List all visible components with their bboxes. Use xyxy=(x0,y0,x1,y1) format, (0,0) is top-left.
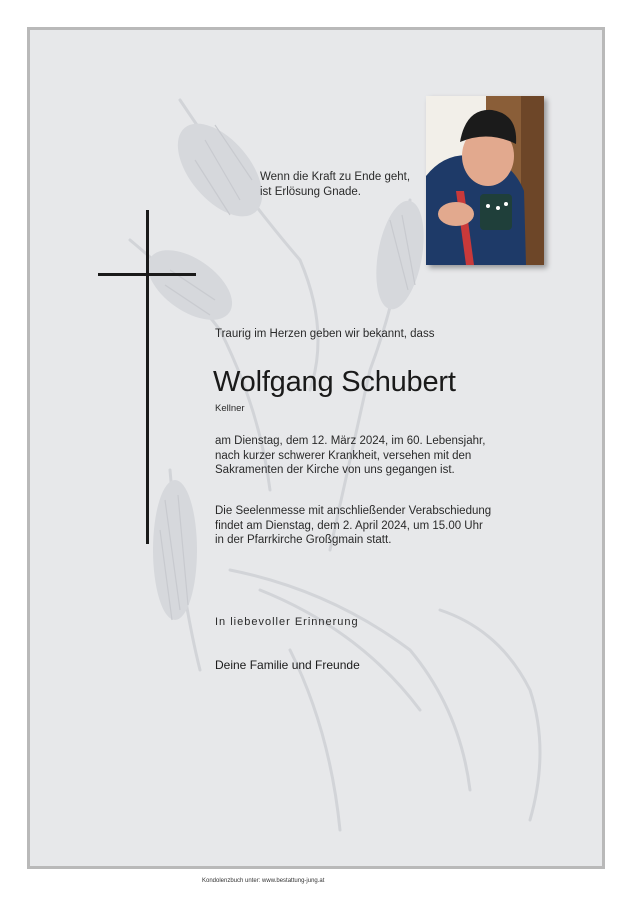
portrait-image xyxy=(426,96,544,265)
mass-line-1: Die Seelenmesse mit anschließender Verabschiedung xyxy=(215,505,492,517)
cross-vertical-bar xyxy=(146,210,149,544)
memory-text: In liebevoller Erinnerung xyxy=(215,616,359,628)
mass-line-3: in der Pfarrkirche Großgmain statt. xyxy=(215,534,392,546)
occupation: Kellner xyxy=(215,403,245,414)
deceased-photo xyxy=(426,96,544,265)
death-line-3: Sakramenten der Kirche von uns gegangen ist. xyxy=(215,464,455,476)
mass-announcement xyxy=(215,504,491,548)
deceased-name: Wolfgang Schubert xyxy=(213,366,456,398)
condolence-footer: Kondolenzbuch unter: www.bestattung-jung.at xyxy=(202,878,325,884)
motto-line-1: Wenn die Kraft zu Ende geht, xyxy=(260,171,411,183)
cross-horizontal-bar xyxy=(98,273,196,276)
death-line-1: am Dienstag, dem 12. März 2024, im 60. Lebensjahr, xyxy=(215,435,486,447)
death-line-2: nach kurzer schwerer Krankheit, versehen mit den xyxy=(215,449,472,462)
obituary-card xyxy=(27,27,605,869)
family-signature: Deine Familie und Freunde xyxy=(215,658,360,672)
death-announcement xyxy=(215,434,485,478)
intro-text: Traurig im Herzen geben wir bekannt, dass xyxy=(215,328,435,340)
mass-line-2: findet am Dienstag, dem 2. April 2024, um 15.00 Uhr xyxy=(215,519,483,532)
motto xyxy=(260,170,410,199)
motto-line-2: ist Erlösung Gnade. xyxy=(260,185,362,198)
